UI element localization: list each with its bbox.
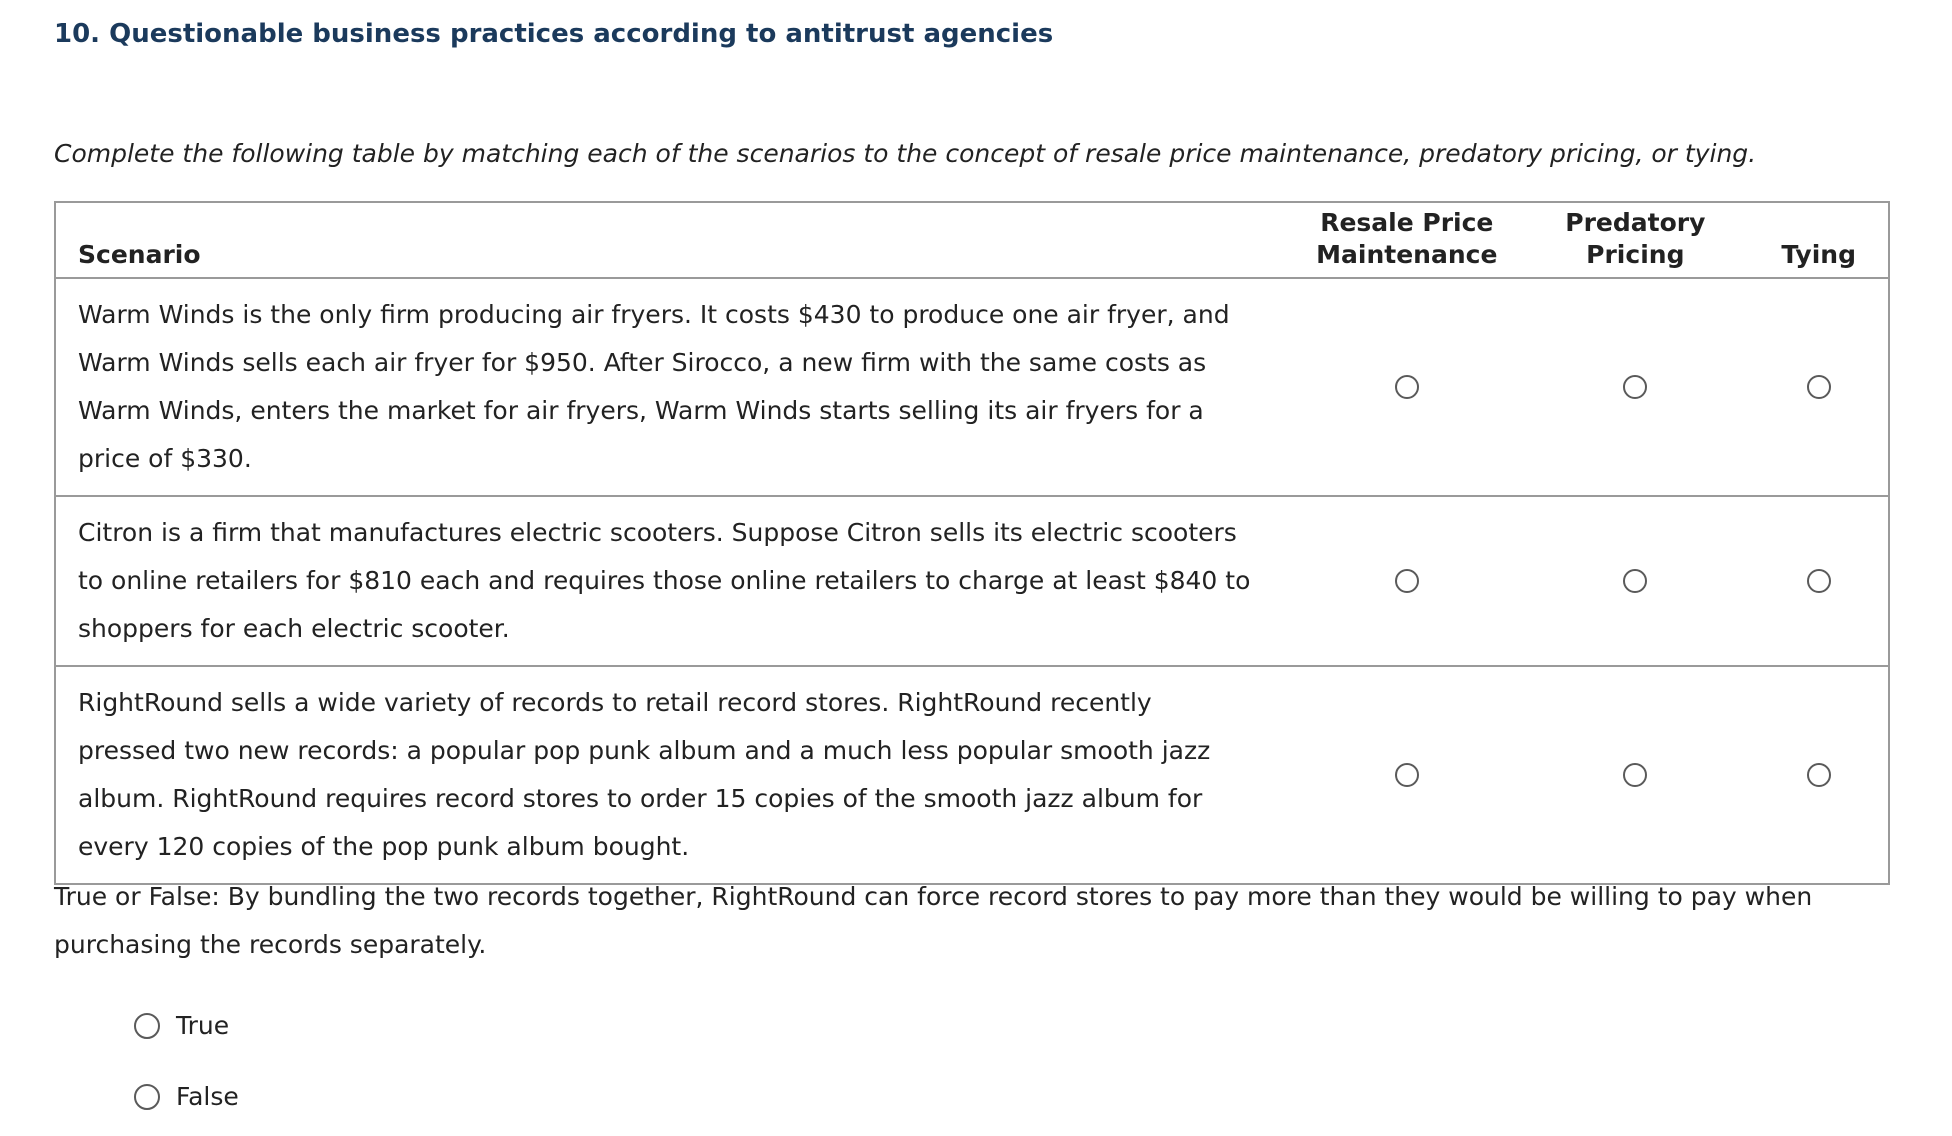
table-row [55,666,1889,884]
cell-pp-row2 [1521,496,1749,666]
cell-rpm-row2 [1292,496,1521,666]
radio-row2-predatory-pricing[interactable] [1623,569,1647,593]
header-tying [1749,202,1889,278]
header-scenario [55,202,1292,278]
cell-rpm-row1 [1292,278,1521,496]
cell-tying-row1 [1749,278,1889,496]
radio-row1-tying[interactable] [1807,375,1831,399]
radio-row2-tying[interactable] [1807,569,1831,593]
radio-row3-resale-price-maintenance[interactable] [1395,763,1419,787]
header-predatory-pricing [1521,202,1749,278]
cell-rpm-row3 [1292,666,1521,884]
option-false[interactable] [134,1079,239,1115]
header-rpm-line2: Maintenance [1316,240,1498,269]
radio-row1-resale-price-maintenance[interactable] [1395,375,1419,399]
cell-tying-row3 [1749,666,1889,884]
radio-row1-predatory-pricing[interactable] [1623,375,1647,399]
scenario-citron: Citron is a firm that manufactures electric scooters. Suppose Citron sells its electric scooters to online retailers for $810 each and requires those online retailers to charge at least $840 to shoppers for each electric scooter. [55,496,1292,666]
option-false-label: False [176,1082,239,1111]
radio-row2-resale-price-maintenance[interactable] [1395,569,1419,593]
table-row [55,278,1889,496]
option-true-label: True [176,1011,230,1040]
question-title: 10. Questionable business practices according to antitrust agencies [54,19,1054,49]
radio-false[interactable] [134,1084,160,1110]
header-resale-price-maintenance [1292,202,1521,278]
scenario-rightround: RightRound sells a wide variety of records to retail record stores. RightRound recently pressed two new records: a popular pop punk album and a much less popular smooth jazz album. RightRound requires record stores to order 15 copies of the smooth jazz album for every 120 copies of the pop punk album bought. [55,666,1292,884]
matching-table [54,201,1890,885]
header-pp-line1: Predatory [1565,208,1706,237]
radio-row3-tying[interactable] [1807,763,1831,787]
cell-pp-row1 [1521,278,1749,496]
true-false-question: True or False: By bundling the two records together, RightRound can force record stores to pay more than they would be willing to pay when purchasing the records separately. [54,882,1813,959]
header-pp-line2: Pricing [1586,240,1685,269]
header-rpm-line1: Resale Price [1320,208,1494,237]
table-header-row [55,202,1889,278]
radio-row3-predatory-pricing[interactable] [1623,763,1647,787]
instructions: Complete the following table by matching each of the scenarios to the concept of resale price maintenance, predatory pricing, or tying. [54,139,1757,168]
cell-pp-row3 [1521,666,1749,884]
option-true[interactable] [134,1008,229,1044]
radio-true[interactable] [134,1013,160,1039]
scenario-warm-winds: Warm Winds is the only firm producing air fryers. It costs $430 to produce one air fryer, and Warm Winds sells each air fryer for $950. After Sirocco, a new firm with the same costs as Warm Winds, enters the market for air fryers, Warm Winds starts selling its air fryers for a price of $330. [55,278,1292,496]
header-tying-label: Tying [1781,240,1856,269]
table-row [55,496,1889,666]
cell-tying-row2 [1749,496,1889,666]
header-scenario-label: Scenario [78,240,201,269]
